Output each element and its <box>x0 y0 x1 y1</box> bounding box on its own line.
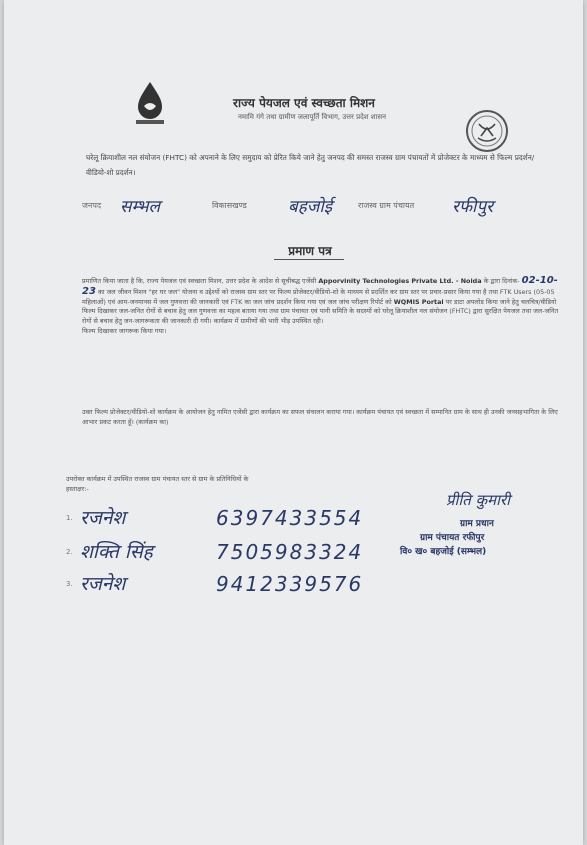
document-page <box>4 0 583 845</box>
witness-name: रजनेश <box>80 507 126 529</box>
district-label: जनपद <box>82 201 102 210</box>
district-value: सम्भल <box>120 197 161 217</box>
certificate-body-p2: उक्त फिल्म प्रोजेक्टर/वीडियो-शो कार्यक्रम के आयोजन हेतु नामित एजेंसी द्वारा कार्यक्रम का सफल संचालन कराया गया। कार्यक्रम पंचायत एवं स्वच्छता में सम्मानित ग्राम के साथ ही उनकी जनसहभागिता के लिए आभार प्रकट करता हूँ। (कार्यक्रम का) <box>82 408 558 426</box>
mission-logo <box>132 80 168 128</box>
body-p1-tail: पर डाटा अपलोड किया जाने हेतु चलचित्र/वीडियो फिल्म दिखाकर जल-जनित रोगों से बचाव हेतु जल गुणवत्ता का महत्व बताया गया तथा ग्राम पंचायत एवं पानी समिति के सदस्यों को घरेलू क्रियाशील नल संयोजन (FHTC) द्वारा सुरक्षित पेयजल तथा जल-जनित रोगों से बचाव हेतु जन-जागरूकता की जानकारी दी गयी। कार्यक्रम में ग्रामीणों की भारी भीड़ उपस्थित रही। <box>82 297 559 326</box>
witness-row <box>66 504 386 534</box>
intro-text: घरेलू क्रियाशील नल संयोजन (FHTC) को अपनाने के लिए समुदाय को प्रेरित किये जाने हेतु जनपद की समस्त राजस्व ग्राम पंचायतों में प्रोजेक्टर के माध्यम से फिल्म प्रदर्शन/वीडियो-शो प्रदर्शन। <box>86 153 535 177</box>
certificate-heading: प्रमाण पत्र <box>288 244 332 258</box>
witness-name: रजनेश <box>80 573 126 595</box>
witness-phone: 6397433554 <box>216 506 364 530</box>
pradhan-stamp <box>394 490 554 590</box>
department-subtitle: नमामि गंगे तथा ग्रामीण जलापूर्ति विभाग, उत्तर प्रदेश शासन <box>238 113 386 121</box>
stamp-line3: वि० ख० बहजोई (सम्भल) <box>400 547 487 557</box>
up-government-emblem <box>464 108 510 154</box>
stamp-line2: ग्राम पंचायत रफीपुर <box>420 533 485 543</box>
event-date: 02-10-23 <box>82 275 558 297</box>
witness-number: 2. <box>66 548 73 556</box>
witness-note-line1: उपरोक्त कार्यक्रम में उपस्थित राजस्व ग्राम पंचायत स्तर से ग्राम के प्रतिनिधियों के <box>66 475 249 483</box>
witness-row <box>66 538 386 568</box>
witness-number: 1. <box>66 514 73 522</box>
witness-name: शक्ति सिंह <box>80 541 153 563</box>
stamp-line1: ग्राम प्रधान <box>460 519 494 529</box>
pradhan-signature: प्रीति कुमारी <box>446 491 511 509</box>
witness-row <box>66 570 386 600</box>
body-p1-end: फिल्म दिखाकर जागरूक किया गया। <box>82 326 167 335</box>
body-p1-rest: का जल जीवन मिशन "हर घर जल" योजना व उद्देश्यों को राजस्व ग्राम स्तर पर फिल्म प्रोजेक्टर/वीडियो-शो के माध्यम से प्रदर्शित कर ग्राम स्तर पर प्रचार-प्रसार किया गया है तथा FTK Users (05-05 महिलाओं) एवं आम-जनमानस में जल गुणवत्ता की जानकारी एवं FTK का जल जांच प्रदर्शन किया गया एवं जल जांच परीक्षण रिपोर्ट को <box>82 287 555 306</box>
wqmis-portal: WQMIS Portal <box>393 297 444 306</box>
agency-name: Apporvinity Technologies Private Ltd. - Noida <box>318 277 482 285</box>
witness-phone: 7505983324 <box>216 540 364 564</box>
block-value: बहजोई <box>288 197 333 217</box>
panchayat-value: रफीपुर <box>452 197 494 217</box>
witness-phone: 9412339576 <box>216 572 364 596</box>
body-p1-start: प्रमाणित किया जाता है कि, राज्य पेयजल एवं स्वच्छता मिशन, उत्तर प्रदेश के आदेश से सूचीबद्ध एजेंसी <box>82 277 317 285</box>
location-fields <box>82 197 552 232</box>
witness-note-line2: हस्ताक्षर:- <box>66 485 89 493</box>
mission-title: राज्य पेयजल एवं स्वच्छता मिशन <box>233 96 375 110</box>
heading-underline <box>274 259 344 260</box>
certificate-body <box>82 276 560 337</box>
witness-number: 3. <box>66 580 73 588</box>
witness-note <box>66 474 366 494</box>
panchayat-label: राजस्व ग्राम पंचायत <box>358 201 415 210</box>
block-label: विकासखण्ड <box>212 201 247 210</box>
date-prefix: के द्वारा दिनांक- <box>483 277 520 285</box>
